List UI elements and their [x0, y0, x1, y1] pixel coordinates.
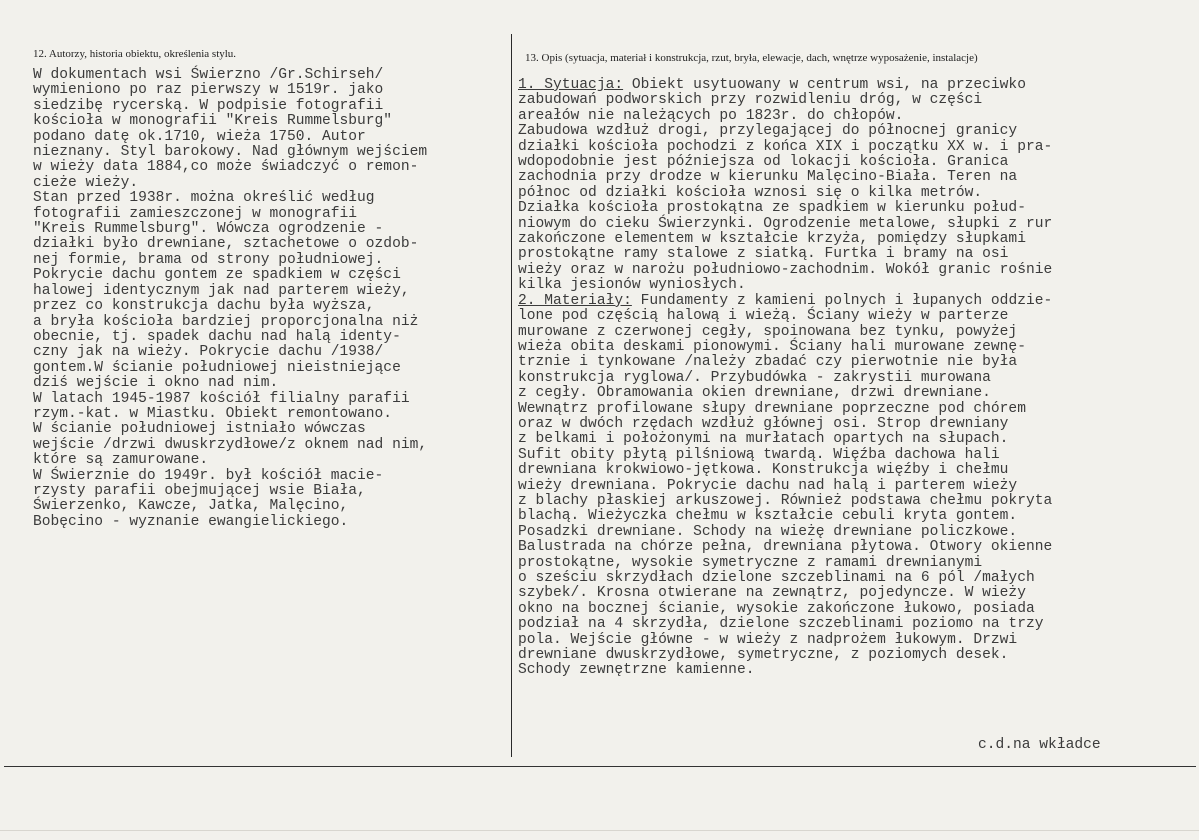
line-text: zabudowań podworskich przy rozwidleniu dróg, w części	[518, 92, 983, 109]
line-text: z belkami i położonymi na murłatach opartych na słupach.	[518, 431, 1009, 448]
text-line	[518, 633, 1052, 648]
text-line	[518, 217, 1052, 232]
line-text: Balustrada na chórze pełna, drewniana płytowa. Otwory okienne	[518, 539, 1053, 556]
line-text: oraz w dwóch rzędach wzdłuż głównej osi. Strop drewniany	[518, 415, 1009, 432]
text-line	[518, 155, 1052, 170]
line-text: Posadzki drewniane. Schody na wieżę drewniane policzkowe.	[518, 523, 1018, 540]
right-column-text	[518, 78, 1052, 679]
text-line	[518, 278, 1052, 293]
line-text: murowane z czerwonej cegły, spoinowana bez tynku, powyżej	[518, 323, 1018, 340]
line-text: zachodnia przy drodze w kierunku Malęcino-Biała. Teren na	[518, 169, 1018, 186]
text-line: gontem.W ścianie południowej nieistniejące	[33, 359, 401, 376]
text-line	[518, 494, 1052, 509]
text-line: rzysty parafii obejmującej wsie Biała,	[33, 482, 366, 499]
text-line	[518, 525, 1052, 540]
text-line	[518, 124, 1052, 139]
text-line	[518, 294, 1052, 309]
text-line	[518, 586, 1052, 601]
text-line: podano datę ok.1710, wieża 1750. Autor	[33, 128, 366, 145]
line-text: Schody zewnętrzne kamienne.	[518, 662, 755, 679]
line-text: okno na bocznej ścianie, wysokie zakończone łukowo, posiada	[518, 600, 1035, 617]
text-line	[518, 509, 1052, 524]
section-lead: 1. Sytuacja:	[518, 77, 624, 93]
line-text: zakończone elementem w kształcie krzyża, pomiędzy słupkami	[518, 231, 1026, 248]
text-line: przez co konstrukcja dachu była wyższa,	[33, 298, 375, 315]
line-text: kilka jesionów wyniosłych.	[518, 277, 746, 294]
line-text: drewniane dwuskrzydłowe, symetryczne, z poziomych desek.	[518, 647, 1009, 664]
line-text: lone pod częścią halową i wieżą. Ściany wieży w parterze	[518, 308, 1009, 325]
text-line	[518, 448, 1052, 463]
line-text: z cegły. Obramowania okien drewniane, drzwi drewniane.	[518, 385, 991, 402]
line-text: konstrukcja ryglowa/. Przybudówka - zakrystii murowana	[518, 369, 991, 386]
line-text: wieża obita deskami pionowymi. Ściany hali murowane zewnę-	[518, 338, 1026, 355]
line-text: działki kościoła pochodzi z końca XIX i początku XX w. i pra-	[518, 138, 1053, 155]
text-line: kościoła w monografii "Kreis Rummelsburg"	[33, 113, 393, 130]
text-line: nej formie, brama od strony południowej.	[33, 251, 384, 268]
text-line: Świerzenko, Kawcze, Jatka, Malęcino,	[33, 498, 349, 515]
line-text: wdopodobnie jest późniejsza od lokacji kościoła. Granica	[518, 154, 1009, 171]
text-line	[518, 325, 1052, 340]
text-line	[518, 402, 1052, 417]
line-text: Wewnątrz profilowane słupy drewniane poprzeczne pod chórem	[518, 400, 1026, 417]
text-line	[518, 186, 1052, 201]
line-text: areałów nie należących po 1823r. do chłopów.	[518, 107, 904, 124]
text-line	[518, 617, 1052, 632]
line-text: blachą. Wieżyczka chełmu w kształcie cebuli kryta gontem.	[518, 508, 1018, 525]
line-text: niowym do cieku Świerzynki. Ogrodzenie metalowe, słupki z rur	[518, 215, 1053, 232]
text-line: W latach 1945-1987 kościół filialny parafii	[33, 390, 410, 407]
text-line: W Świerznie do 1949r. był kościół macie-	[33, 467, 384, 484]
text-line	[518, 463, 1052, 478]
line-text: z blachy płaskiej arkuszowej. Również podstawa chełmu pokryta	[518, 492, 1053, 509]
text-line: "Kreis Rummelsburg". Wówcza ogrodzenie -	[33, 221, 384, 238]
text-line	[518, 263, 1052, 278]
text-line	[518, 432, 1052, 447]
text-line: Bobęcino - wyznanie ewangielickiego.	[33, 513, 349, 530]
text-line: czny jak na wieży. Pokrycie dachu /1938/	[33, 344, 384, 361]
line-text: Fundamenty z kamieni polnych i łupanych oddzie-	[631, 292, 1053, 309]
continuation-note: c.d.na wkładce	[978, 737, 1101, 753]
line-text: prostokątne ramy stalowe z siatką. Furtka i bramy na osi	[518, 246, 1009, 263]
text-line: W ścianie południowej istniało wówczas	[33, 421, 366, 438]
text-line: cieże wieży.	[33, 174, 139, 191]
text-line: które są zamurowane.	[33, 452, 209, 469]
text-line	[518, 247, 1052, 262]
text-line: działki było drewniane, sztachetowe o ozdob-	[33, 236, 419, 253]
line-text: podział na 4 skrzydła, dzielone szczeblinami poziomo na trzy	[518, 616, 1044, 633]
text-line: nieznany. Styl barokowy. Nad głównym wejściem	[33, 144, 428, 161]
text-line	[518, 386, 1052, 401]
text-line: obecnie, tj. spadek dachu nad halą identy-	[33, 328, 401, 345]
text-line	[518, 556, 1052, 571]
text-line: halowej identycznym jak nad parterem wieży,	[33, 282, 410, 299]
text-line	[518, 540, 1052, 555]
line-text: Sufit obity płytą pilśniową twardą. Więźba dachowa hali	[518, 446, 1000, 463]
text-line	[518, 371, 1052, 386]
text-line	[518, 417, 1052, 432]
section-heading-authors-history: 12. Autorzy, historia obiektu, określenia stylu.	[33, 48, 237, 60]
text-line	[518, 232, 1052, 247]
line-text: drewniana krokwiowo-jętkowa. Konstrukcja więźby i chełmu	[518, 462, 1009, 479]
text-line: a bryła kościoła bardziej proporcjonalna niż	[33, 313, 419, 330]
column-divider	[511, 34, 512, 757]
text-line	[518, 571, 1052, 586]
text-line: Pokrycie dachu gontem ze spadkiem w części	[33, 267, 401, 284]
text-line	[518, 140, 1052, 155]
line-text: wieży drewniana. Pokrycie dachu nad halą i parterem wieży	[518, 477, 1018, 494]
text-line: wymieniono po raz pierwszy w 1519r. jako	[33, 82, 384, 99]
text-line	[518, 355, 1052, 370]
page-edge-line	[0, 830, 1199, 831]
line-text: o sześciu skrzydłach dzielone szczeblinami na 6 pól /małych	[518, 570, 1035, 586]
text-line	[518, 170, 1052, 185]
text-line: Stan przed 1938r. można określić według	[33, 190, 375, 207]
text-line: fotografii zamieszczonej w monografii	[33, 205, 358, 222]
text-line	[518, 479, 1052, 494]
text-line: W dokumentach wsi Świerzno /Gr.Schirseh/	[33, 67, 384, 83]
text-line: dziś wejście i okno nad nim.	[33, 375, 279, 392]
bottom-rule	[4, 766, 1196, 767]
text-line: rzym.-kat. w Miastku. Obiekt remontowano.	[33, 405, 393, 422]
line-text: trznie i tynkowane /należy zbadać czy pierwotnie nie była	[518, 354, 1018, 371]
text-line	[518, 93, 1052, 108]
text-line	[518, 340, 1052, 355]
text-line	[518, 201, 1052, 216]
text-line	[518, 648, 1052, 663]
text-line: w wieży data 1884,co może świadczyć o remon-	[33, 159, 419, 176]
text-line	[518, 78, 1052, 93]
line-text: Obiekt usytuowany w centrum wsi, na przeciwko	[623, 77, 1026, 93]
text-line	[518, 602, 1052, 617]
text-line: siedzibę rycerską. W podpisie fotografii	[33, 97, 384, 114]
line-text: Zabudowa wzdłuż drogi, przylegającej do północnej granicy	[518, 123, 1018, 140]
line-text: wieży oraz w narożu południowo-zachodnim. Wokół granic rośnie	[518, 261, 1053, 278]
section-lead: 2. Materiały:	[518, 292, 632, 309]
section-heading-description: 13. Opis (sytuacja, materiał i konstrukcja, rzut, bryła, elewacje, dach, wnętrze wyposażenie, instalacje)	[525, 52, 978, 64]
line-text: prostokątne, wysokie symetryczne z ramami drewnianymi	[518, 554, 983, 571]
line-text: szybek/. Krosna otwierane na zewnątrz, pojedyncze. W wieży	[518, 585, 1026, 602]
text-line	[518, 109, 1052, 124]
line-text: Działka kościoła prostokątna ze spadkiem w kierunku połud-	[518, 200, 1026, 217]
text-line: wejście /drzwi dwuskrzydłowe/z oknem nad nim,	[33, 436, 428, 453]
line-text: pola. Wejście główne - w wieży z nadprożem łukowym. Drzwi	[518, 631, 1018, 648]
text-line	[518, 663, 1052, 678]
text-line	[518, 309, 1052, 324]
line-text: północ od działki kościoła wznosi się o kilka metrów.	[518, 184, 983, 201]
left-column-text	[33, 68, 427, 530]
